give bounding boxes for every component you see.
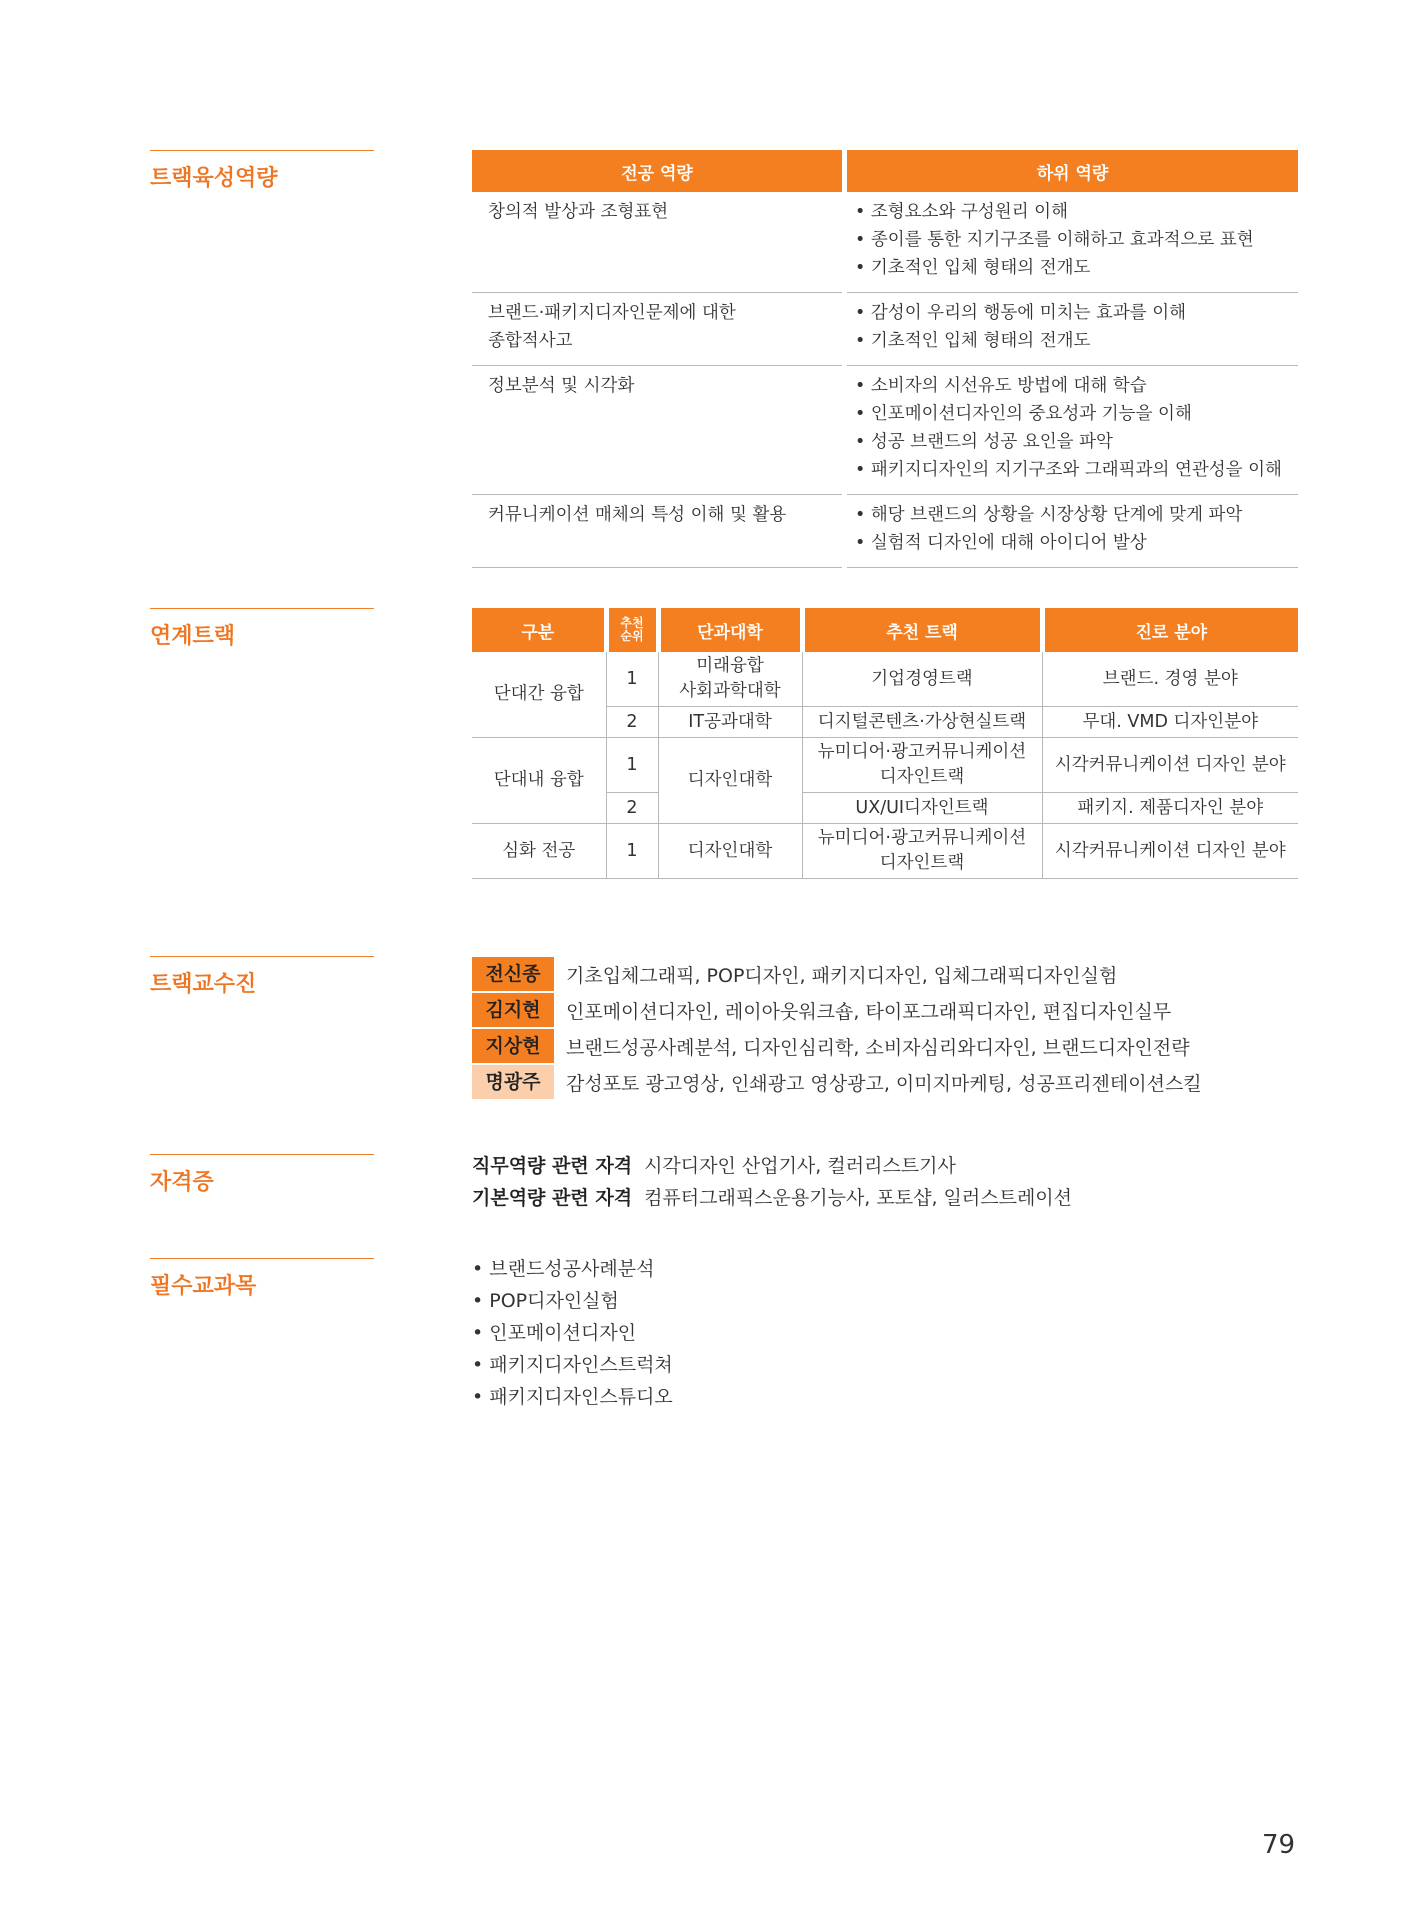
- faculty-row: [472, 1064, 1202, 1100]
- faculty-name: 전신종: [472, 957, 554, 991]
- track-college: 디자인대학: [658, 738, 802, 824]
- list-item: • 인포메이션디자인의 중요성과 기능을 이해: [855, 400, 1298, 428]
- table-row: [472, 495, 1298, 568]
- header-college: 단과대학: [658, 608, 802, 652]
- certificate-value: 시각디자인 산업기사, 컬러리스트기사: [644, 1155, 956, 1177]
- header-track: 추천 트랙: [802, 608, 1042, 652]
- list-item: • 기초적인 입체 형태의 전개도: [855, 254, 1298, 282]
- track-college: [658, 652, 802, 707]
- list-item: • POP디자인실험: [472, 1285, 673, 1317]
- track-category: 단대내 융합: [472, 738, 606, 824]
- track-career: 브랜드. 경영 분야: [1042, 652, 1298, 707]
- faculty-row: [472, 1028, 1202, 1064]
- section-label-certificates: 자격증: [150, 1154, 374, 1196]
- major-competency: 커뮤니케이션 매체의 특성 이해 및 활용: [472, 495, 845, 568]
- track-college: 디자인대학: [658, 824, 802, 879]
- track-career: 무대. VMD 디자인분야: [1042, 707, 1298, 738]
- track-name: 디지털콘텐츠·가상현실트랙: [802, 707, 1042, 738]
- track-career: 시각커뮤니케이션 디자인 분야: [1042, 738, 1298, 793]
- sub-competency-list: [845, 192, 1299, 293]
- list-item: • 패키지디자인스트럭쳐: [472, 1349, 673, 1381]
- certificate-row: [472, 1182, 1072, 1214]
- list-item: • 해당 브랜드의 상황을 시장상황 단계에 맞게 파악: [855, 501, 1298, 529]
- certificates-list: [472, 1150, 1072, 1214]
- list-item: • 패키지디자인의 지기구조와 그래픽과의 연관성을 이해: [855, 456, 1298, 484]
- faculty-name: 김지현: [472, 993, 554, 1027]
- college-line: 사회과학대학: [679, 681, 781, 701]
- major-line: 브랜드·패키지디자인문제에 대한: [488, 303, 736, 323]
- section-label-required-courses: 필수교과목: [150, 1258, 374, 1300]
- list-item: • 브랜드성공사례분석: [472, 1253, 673, 1285]
- faculty-row: [472, 956, 1202, 992]
- track-rank: 1: [606, 738, 658, 793]
- table-row: [472, 366, 1298, 495]
- faculty-name: 지상현: [472, 1029, 554, 1063]
- certificate-row: [472, 1150, 1072, 1182]
- list-item: • 패키지디자인스튜디오: [472, 1381, 673, 1413]
- list-item: • 감성이 우리의 행동에 미치는 효과를 이해: [855, 299, 1298, 327]
- header-major-competency: 전공 역량: [472, 150, 845, 192]
- required-courses-list: [472, 1253, 673, 1413]
- faculty-name: 명광주: [472, 1065, 554, 1099]
- track-line: 디자인트랙: [879, 767, 965, 787]
- list-item: • 실험적 디자인에 대해 아이디어 발상: [855, 529, 1298, 557]
- table-row: [472, 293, 1298, 366]
- track-category: 단대간 융합: [472, 652, 606, 738]
- track-rank: 1: [606, 824, 658, 879]
- header-rank: [606, 608, 658, 652]
- list-item: • 종이를 통한 지기구조를 이해하고 효과적으로 표현: [855, 226, 1298, 254]
- major-competency: [472, 293, 845, 366]
- linked-track-table: [472, 608, 1298, 879]
- section-label-competency: 트랙육성역량: [150, 150, 374, 192]
- section-label-linked-track: 연계트랙: [150, 608, 374, 650]
- header-rank-line: 추천: [620, 616, 644, 630]
- faculty-courses: 브랜드성공사례분석, 디자인심리학, 소비자심리와디자인, 브랜드디자인전략: [566, 1036, 1190, 1059]
- table-row: [472, 738, 1298, 793]
- track-name: [802, 824, 1042, 879]
- sub-competency-list: [845, 495, 1299, 568]
- faculty-list: [472, 956, 1202, 1100]
- major-competency: 창의적 발상과 조형표현: [472, 192, 845, 293]
- track-rank: 2: [606, 793, 658, 824]
- page-number: 79: [1262, 1830, 1296, 1860]
- list-item: • 조형요소와 구성원리 이해: [855, 198, 1298, 226]
- faculty-courses: 기초입체그래픽, POP디자인, 패키지디자인, 입체그래픽디자인실험: [566, 964, 1118, 987]
- track-name: 기업경영트랙: [802, 652, 1042, 707]
- list-item: • 소비자의 시선유도 방법에 대해 학습: [855, 372, 1298, 400]
- list-item: • 성공 브랜드의 성공 요인을 파악: [855, 428, 1298, 456]
- list-item: • 기초적인 입체 형태의 전개도: [855, 327, 1298, 355]
- track-line: 디자인트랙: [879, 853, 965, 873]
- faculty-courses: 감성포토 광고영상, 인쇄광고 영상광고, 이미지마케팅, 성공프리젠테이션스킬: [566, 1072, 1202, 1095]
- track-category: 심화 전공: [472, 824, 606, 879]
- faculty-row: [472, 992, 1202, 1028]
- track-rank: 2: [606, 707, 658, 738]
- certificate-value: 컴퓨터그래픽스운용기능사, 포토샵, 일러스트레이션: [644, 1187, 1073, 1209]
- college-line: 미래융합: [696, 656, 764, 676]
- track-career: 시각커뮤니케이션 디자인 분야: [1042, 824, 1298, 879]
- major-competency: 정보분석 및 시각화: [472, 366, 845, 495]
- header-category: 구분: [472, 608, 606, 652]
- track-line: 뉴미디어·광고커뮤니케이션: [817, 828, 1027, 848]
- certificate-label: 기본역량 관련 자격: [472, 1187, 633, 1209]
- competency-table: [472, 150, 1298, 568]
- track-career: 패키지. 제품디자인 분야: [1042, 793, 1298, 824]
- table-row: [472, 824, 1298, 879]
- table-row: [472, 192, 1298, 293]
- track-college: IT공과대학: [658, 707, 802, 738]
- header-sub-competency: 하위 역량: [845, 150, 1299, 192]
- sub-competency-list: [845, 293, 1299, 366]
- sub-competency-list: [845, 366, 1299, 495]
- certificate-label: 직무역량 관련 자격: [472, 1155, 633, 1177]
- table-row: [472, 652, 1298, 707]
- track-name: UX/UI디자인트랙: [802, 793, 1042, 824]
- section-label-faculty: 트랙교수진: [150, 956, 374, 998]
- track-rank: 1: [606, 652, 658, 707]
- track-line: 뉴미디어·광고커뮤니케이션: [817, 742, 1027, 762]
- track-name: [802, 738, 1042, 793]
- header-career: 진로 분야: [1042, 608, 1298, 652]
- faculty-courses: 인포메이션디자인, 레이아웃워크숍, 타이포그래픽디자인, 편집디자인실무: [566, 1000, 1172, 1023]
- header-rank-line: 순위: [620, 629, 644, 643]
- major-line: 종합적사고: [488, 331, 573, 351]
- list-item: • 인포메이션디자인: [472, 1317, 673, 1349]
